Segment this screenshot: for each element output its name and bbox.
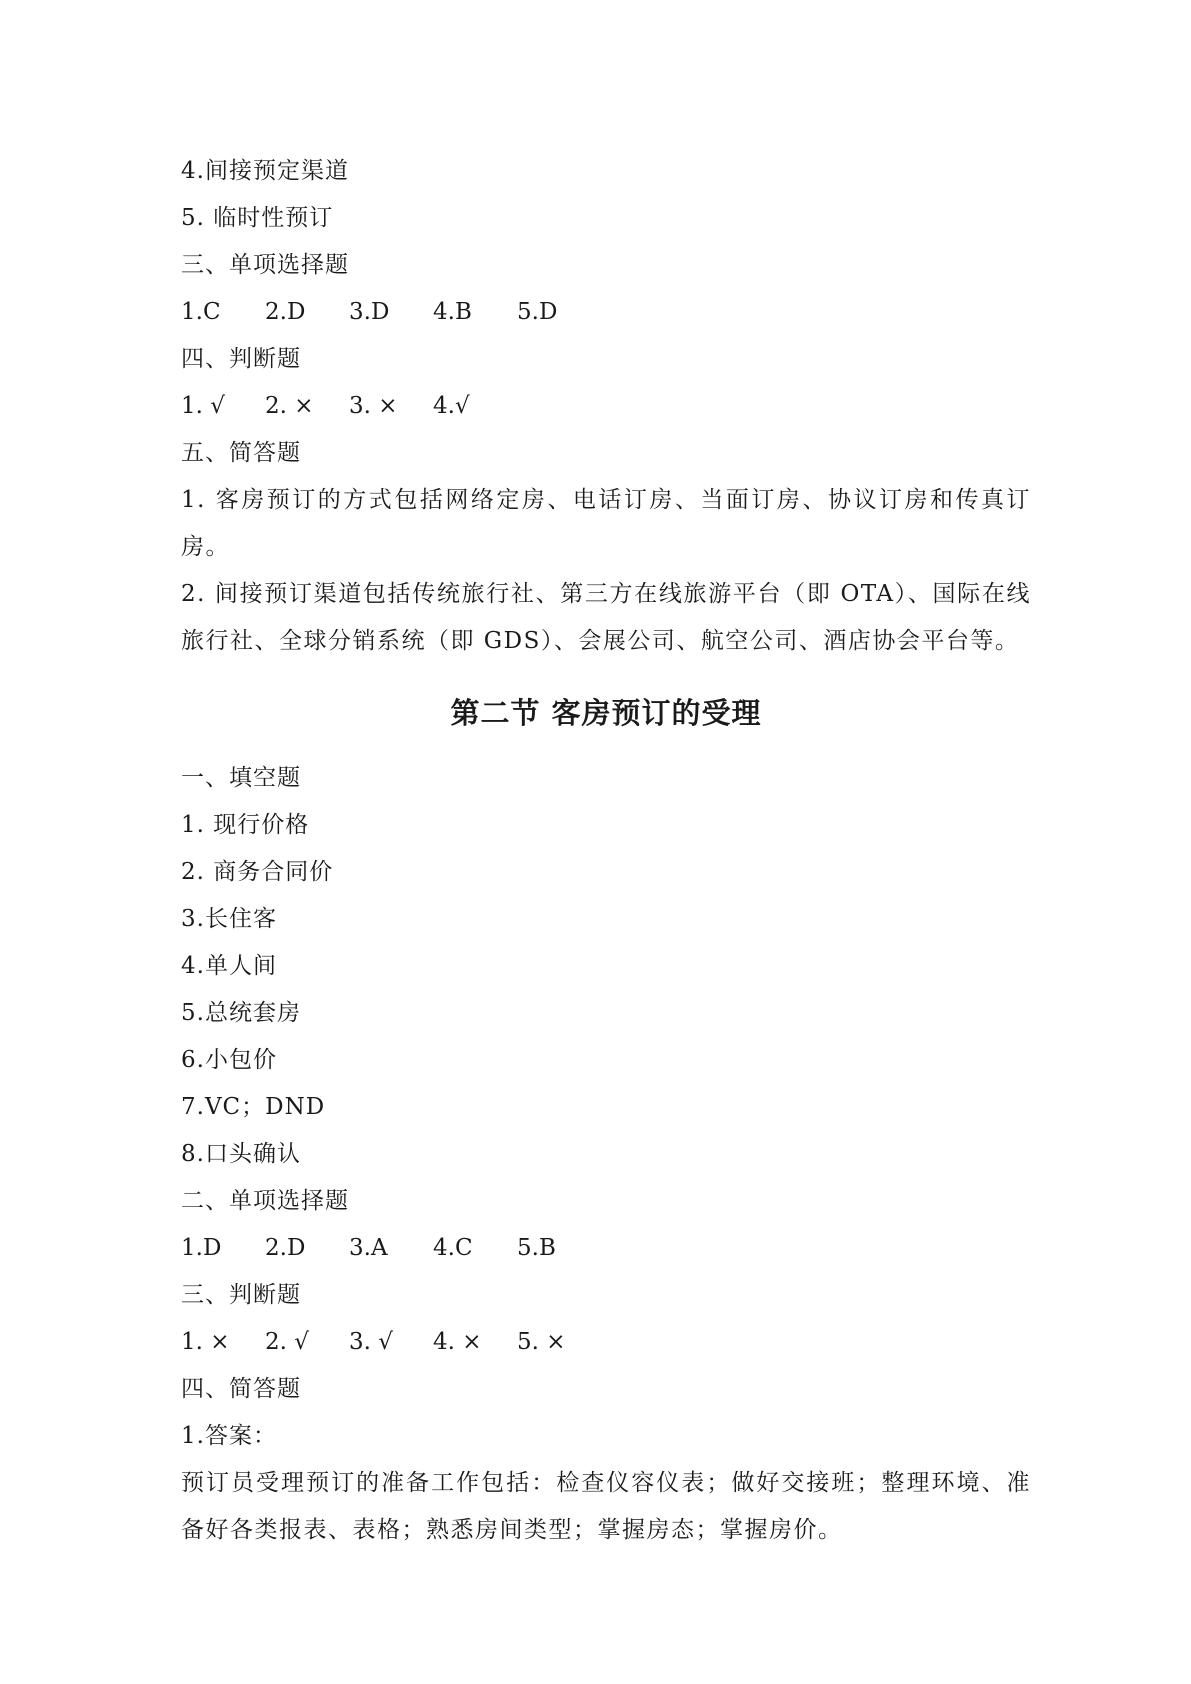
mc-answer: 1.C [181, 299, 221, 325]
section2-mc-answers [181, 1225, 1031, 1272]
fill-answer: 1. 现行价格 [181, 812, 310, 838]
short-answer-1-label: 1.答案： [181, 1423, 277, 1449]
section2-mc-title: 二、单项选择题 [181, 1188, 349, 1214]
mc-answer: 3.A [349, 1235, 388, 1261]
tf-answer: 4. × [433, 1329, 482, 1355]
section1-mc-title: 三、单项选择题 [181, 252, 349, 278]
fill-answer: 2. 商务合同价 [181, 859, 334, 885]
tf-answer: 3. √ [349, 1329, 393, 1355]
section2-tf-title: 三、判断题 [181, 1282, 301, 1308]
tf-answer: 3. × [349, 393, 398, 419]
tf-answer: 1. × [181, 1329, 230, 1355]
section2-short-title: 四、简答题 [181, 1376, 301, 1402]
section1-tf-answers [181, 383, 1031, 430]
section1-short-answer-1: 1. 客房预订的方式包括网络定房、电话订房、当面订房、协议订房和传真订房。 [181, 487, 1031, 560]
section1-short-answer-2: 2. 间接预订渠道包括传统旅行社、第三方在线旅游平台（即 OTA）、国际在线旅行社、全球分销系统（即 GDS）、会展公司、航空公司、酒店协会平台等。 [181, 581, 1031, 654]
tf-answer: 2. × [265, 393, 314, 419]
short-answer-1-text: 预订员受理预订的准备工作包括：检查仪容仪表；做好交接班；整理环境、准备好各类报表、表格；熟悉房间类型；掌握房态；掌握房价。 [181, 1470, 1031, 1543]
tf-answer: 5. × [517, 1329, 566, 1355]
mc-answer: 4.C [433, 1235, 473, 1261]
mc-answer: 1.D [181, 1235, 222, 1261]
section2-heading: 第二节 客房预订的受理 [450, 696, 762, 730]
fill-answer: 3.长住客 [181, 906, 277, 932]
fill-answer: 7.VC；DND [181, 1094, 326, 1120]
mc-answer: 2.D [265, 299, 306, 325]
mc-answer: 3.D [349, 299, 390, 325]
section1-tf-title: 四、判断题 [181, 346, 301, 372]
section2-fill-title: 一、填空题 [181, 765, 301, 791]
tf-answer: 2. √ [265, 1329, 309, 1355]
mc-answer: 2.D [265, 1235, 306, 1261]
section1-mc-answers [181, 289, 1031, 336]
mc-answer: 5.D [517, 299, 558, 325]
fill-answer: 4.单人间 [181, 953, 277, 979]
tf-answer: 4.√ [433, 393, 470, 419]
section1-short-title: 五、简答题 [181, 440, 301, 466]
answer-page [181, 148, 1031, 1554]
tf-answer: 1. √ [181, 393, 225, 419]
section2-tf-answers [181, 1319, 1031, 1366]
mc-answer: 4.B [433, 299, 472, 325]
fill-answer: 5.总统套房 [181, 1000, 301, 1026]
fill-answer-4: 4.间接预定渠道 [181, 158, 349, 184]
fill-answer: 8.口头确认 [181, 1141, 301, 1167]
fill-answer: 6.小包价 [181, 1047, 277, 1073]
fill-answer-5: 5. 临时性预订 [181, 205, 334, 231]
mc-answer: 5.B [517, 1235, 556, 1261]
